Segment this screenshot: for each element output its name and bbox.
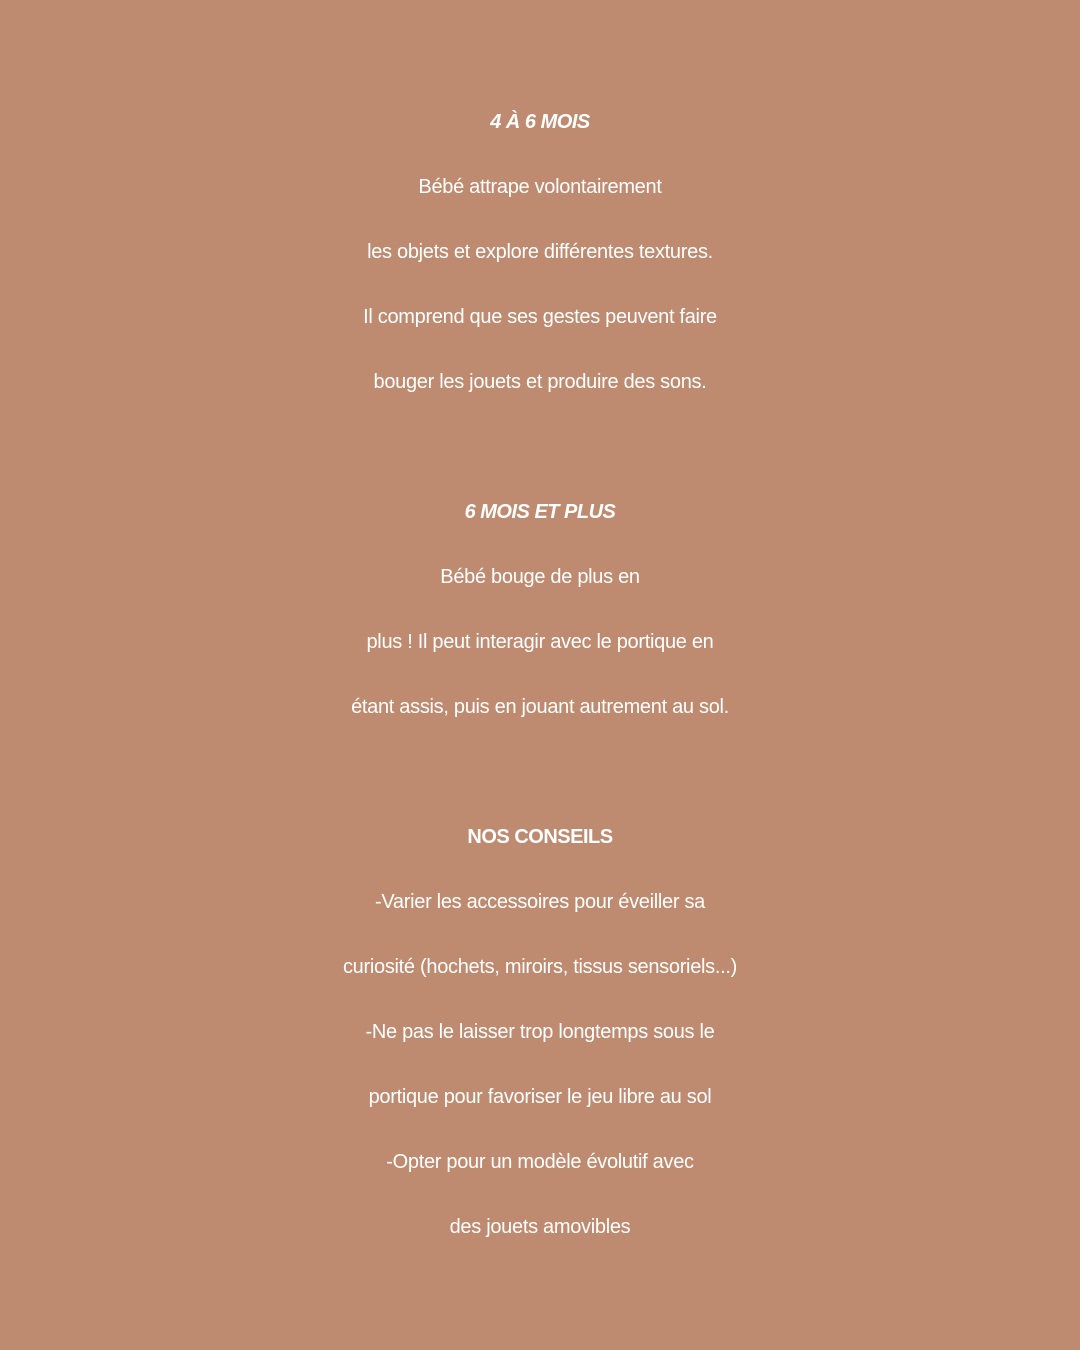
section-heading: NOS CONSEILS — [467, 826, 613, 848]
section-text-line: bouger les jouets et produire des sons. — [373, 371, 707, 393]
advice-line: -Ne pas le laisser trop longtemps sous le — [365, 1021, 715, 1043]
section-advice — [0, 805, 1080, 1260]
advice-line: portique pour favoriser le jeu libre au sol — [368, 1086, 712, 1108]
section-heading: 4 À 6 MOIS — [490, 111, 590, 133]
section-text-line: plus ! Il peut interagir avec le portique en — [366, 631, 714, 653]
section-4-6-months — [0, 90, 1080, 415]
advice-line: des jouets amovibles — [449, 1216, 631, 1238]
section-text-line: les objets et explore différentes textures. — [367, 241, 713, 263]
advice-line: -Varier les accessoires pour éveiller sa — [375, 891, 705, 913]
section-text-line: Bébé bouge de plus en — [440, 566, 640, 588]
advice-line: -Opter pour un modèle évolutif avec — [386, 1151, 694, 1173]
section-6-months-plus — [0, 480, 1080, 740]
section-text-line: Bébé attrape volontairement — [418, 176, 662, 198]
advice-line: curiosité (hochets, miroirs, tissus sensoriels...) — [342, 956, 737, 978]
section-text-line: étant assis, puis en jouant autrement au sol. — [351, 696, 729, 718]
section-heading: 6 MOIS ET PLUS — [464, 501, 616, 523]
section-text-line: Il comprend que ses gestes peuvent faire — [363, 306, 717, 328]
